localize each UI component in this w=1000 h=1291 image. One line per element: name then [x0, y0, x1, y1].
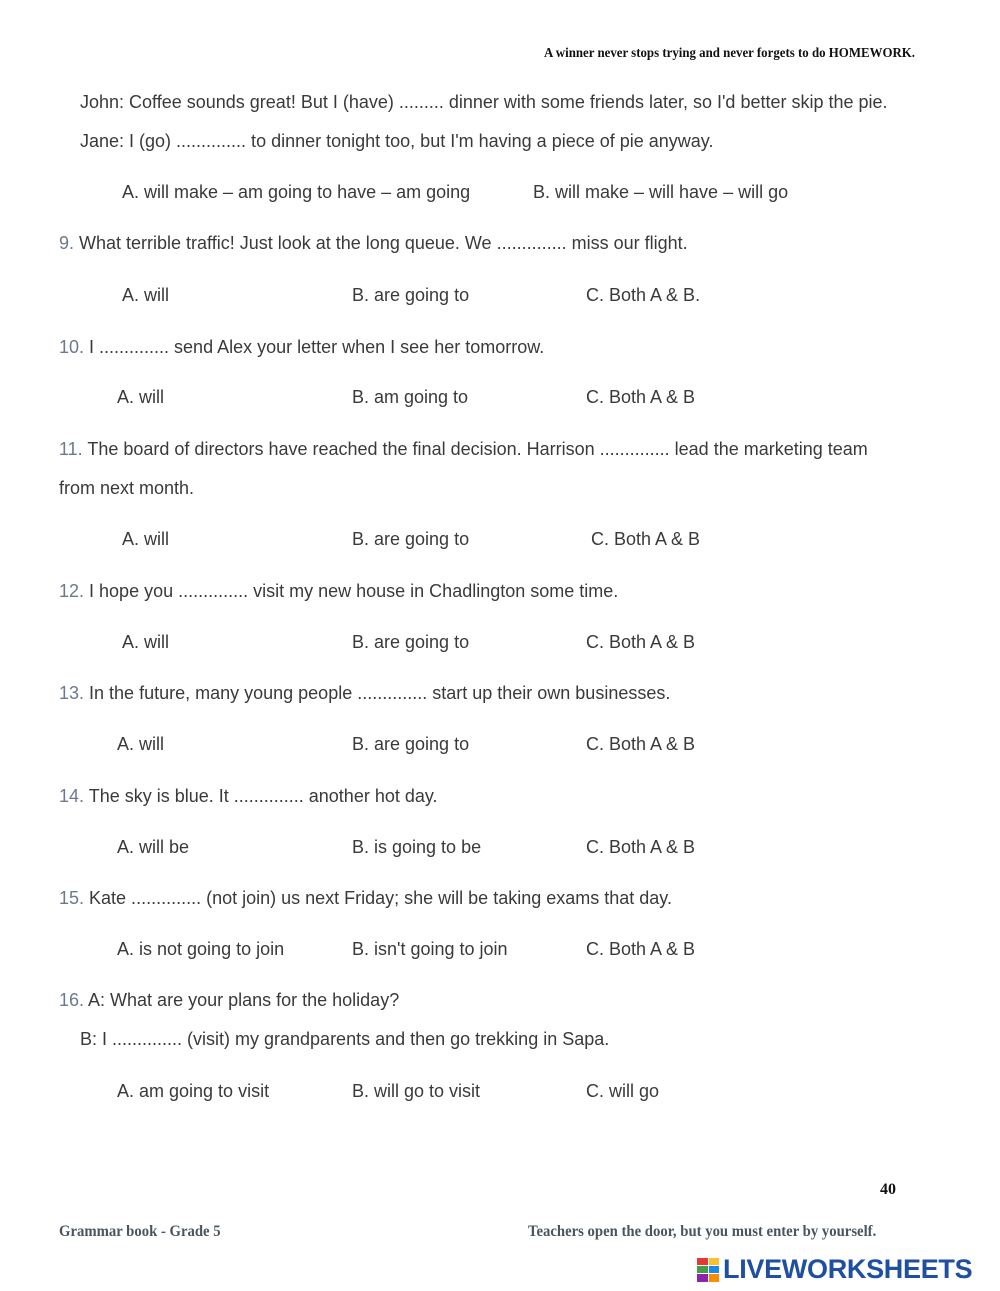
- q15-option-a[interactable]: A. is not going to join: [117, 939, 285, 959]
- question-number: 12.: [59, 581, 85, 601]
- question-text: The board of directors have reached the final decision. Harrison .............. lead the marketing team: [82, 439, 868, 459]
- question-number: 11.: [59, 439, 83, 459]
- logo-block: [697, 1258, 708, 1265]
- q11-option-a[interactable]: A. will: [122, 529, 170, 549]
- logo-block: [709, 1266, 720, 1273]
- footer-quote: Teachers open the door, but you must enter by yourself.: [528, 1223, 877, 1240]
- q8-line-2: Jane: I (go) .............. to dinner tonight too, but I'm having a piece of pie anyway.: [80, 131, 714, 151]
- q10-option-a[interactable]: A. will: [117, 387, 165, 407]
- q8-option-a[interactable]: A. will make – am going to have – am going: [122, 182, 471, 202]
- q9-option-a[interactable]: A. will: [122, 285, 170, 305]
- q12-option-c[interactable]: C. Both A & B: [586, 632, 696, 652]
- q10-option-c[interactable]: C. Both A & B: [586, 387, 696, 407]
- question-16: [59, 990, 399, 1011]
- question-number: 10.: [59, 337, 85, 357]
- q13-option-b[interactable]: B. are going to: [352, 734, 470, 754]
- question-9: [59, 233, 688, 254]
- question-text: In the future, many young people .............. start up their own businesses.: [84, 683, 671, 703]
- q11-option-c[interactable]: C. Both A & B: [591, 529, 701, 549]
- question-11-continued: from next month.: [59, 478, 195, 498]
- q13-option-a[interactable]: A. will: [117, 734, 165, 754]
- q12-option-b[interactable]: B. are going to: [352, 632, 470, 652]
- logo-block: [697, 1274, 708, 1281]
- q12-option-a[interactable]: A. will: [122, 632, 170, 652]
- liveworksheets-wordmark: LIVEWORKSHEETS: [723, 1254, 973, 1284]
- q13-option-c[interactable]: C. Both A & B: [586, 734, 696, 754]
- q14-option-c[interactable]: C. Both A & B: [586, 837, 696, 857]
- liveworksheets-logo-icon: [697, 1258, 719, 1282]
- question-text: What terrible traffic! Just look at the long queue. We .............. miss our flight.: [74, 233, 688, 253]
- question-15: [59, 888, 672, 909]
- footer-book-title: Grammar book - Grade 5: [59, 1223, 221, 1240]
- logo-block: [709, 1274, 720, 1281]
- question-text: I hope you .............. visit my new house in Chadlington some time.: [84, 581, 619, 601]
- logo-block: [697, 1266, 708, 1273]
- q14-option-b[interactable]: B. is going to be: [352, 837, 482, 857]
- q15-option-c[interactable]: C. Both A & B: [586, 939, 696, 959]
- q16-option-a[interactable]: A. am going to visit: [117, 1081, 270, 1101]
- q16-option-c[interactable]: C. will go: [586, 1081, 660, 1101]
- q8-option-b[interactable]: B. will make – will have – will go: [533, 182, 789, 202]
- question-text: A: What are your plans for the holiday?: [84, 990, 400, 1010]
- q9-option-c[interactable]: C. Both A & B.: [586, 285, 701, 305]
- page-number: 40: [880, 1181, 896, 1198]
- q8-line-1: John: Coffee sounds great! But I (have) ......... dinner with some friends later, so I'd better skip the pie.: [80, 92, 888, 112]
- q16-option-b[interactable]: B. will go to visit: [352, 1081, 481, 1101]
- question-14: [59, 786, 438, 807]
- question-text: The sky is blue. It .............. another hot day.: [84, 786, 438, 806]
- question-11: [59, 439, 868, 460]
- header-motto: A winner never stops trying and never forgets to do HOMEWORK.: [544, 46, 916, 61]
- q10-option-b[interactable]: B. am going to: [352, 387, 469, 407]
- q14-option-a[interactable]: A. will be: [117, 837, 190, 857]
- logo-block: [709, 1258, 720, 1265]
- question-13: [59, 683, 670, 704]
- q11-option-b[interactable]: B. are going to: [352, 529, 470, 549]
- question-12: [59, 581, 618, 602]
- question-16-continued: B: I .............. (visit) my grandparents and then go trekking in Sapa.: [80, 1029, 610, 1049]
- question-number: 15.: [59, 888, 85, 908]
- q15-option-b[interactable]: B. isn't going to join: [352, 939, 508, 959]
- question-text: Kate .............. (not join) us next Friday; she will be taking exams that day.: [84, 888, 672, 908]
- question-10: [59, 337, 544, 358]
- question-number: 14.: [59, 786, 85, 806]
- liveworksheets-brand[interactable]: [697, 1254, 972, 1285]
- question-number: 9.: [59, 233, 75, 253]
- question-number: 13.: [59, 683, 85, 703]
- q9-option-b[interactable]: B. are going to: [352, 285, 470, 305]
- question-number: 16.: [59, 990, 85, 1010]
- question-text: I .............. send Alex your letter when I see her tomorrow.: [84, 337, 545, 357]
